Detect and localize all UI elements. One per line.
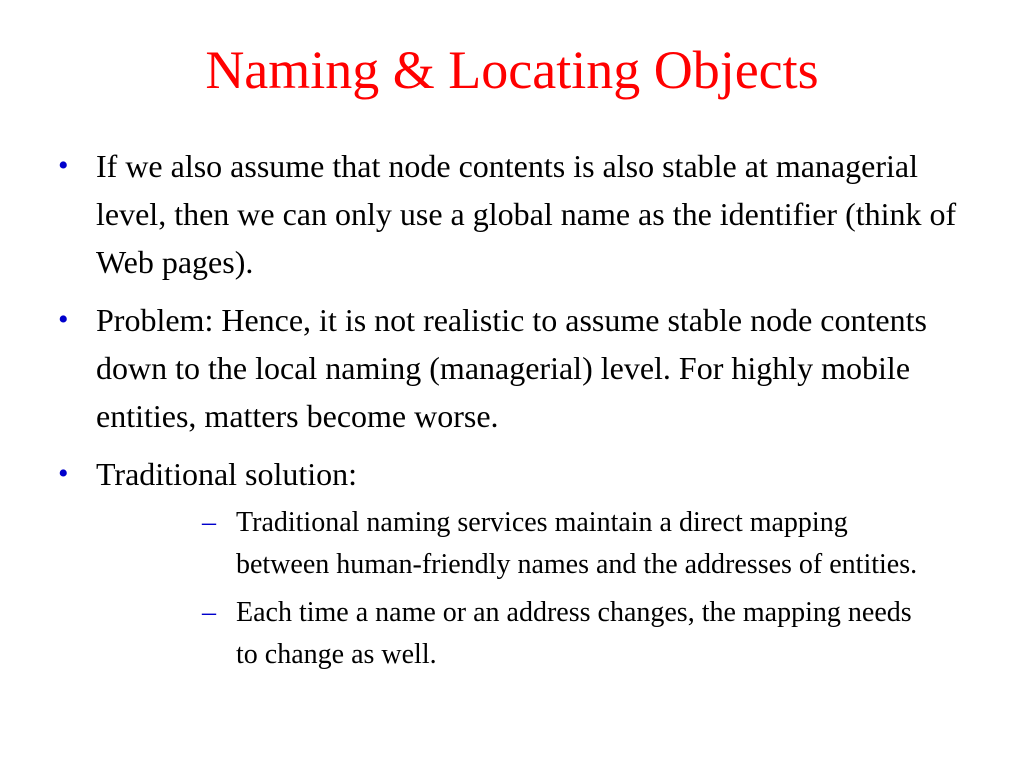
bullet-list	[0, 142, 1024, 686]
sub-bullet-item	[96, 502, 964, 586]
bullet-item	[0, 450, 1024, 676]
bullet-marker: •	[58, 303, 69, 336]
sub-bullet-marker: –	[202, 507, 216, 538]
sub-bullet-marker: –	[202, 597, 216, 628]
sub-bullet-item	[96, 592, 964, 676]
bullet-item	[0, 296, 1024, 440]
bullet-item	[0, 142, 1024, 286]
slide-title: Naming & Locating Objects	[205, 40, 819, 100]
sub-bullet-list	[96, 502, 964, 676]
bullet-marker: •	[58, 457, 69, 490]
bullet-text: Traditional solution:	[96, 456, 358, 492]
bullet-marker: •	[58, 149, 69, 182]
bullet-text: Problem: Hence, it is not realistic to assume stable node contents down to the local naming (managerial) level. For highly mobile entities, matters become worse.	[96, 302, 927, 434]
bullet-text: If we also assume that node contents is also stable at managerial level, then we can only use a global name as the identifier (think of Web pages).	[96, 148, 957, 280]
sub-bullet-text: Each time a name or an address changes, the mapping needs to change as well.	[236, 597, 912, 670]
sub-bullet-text: Traditional naming services maintain a direct mapping between human-friendly names and the addresses of entities.	[236, 507, 918, 580]
